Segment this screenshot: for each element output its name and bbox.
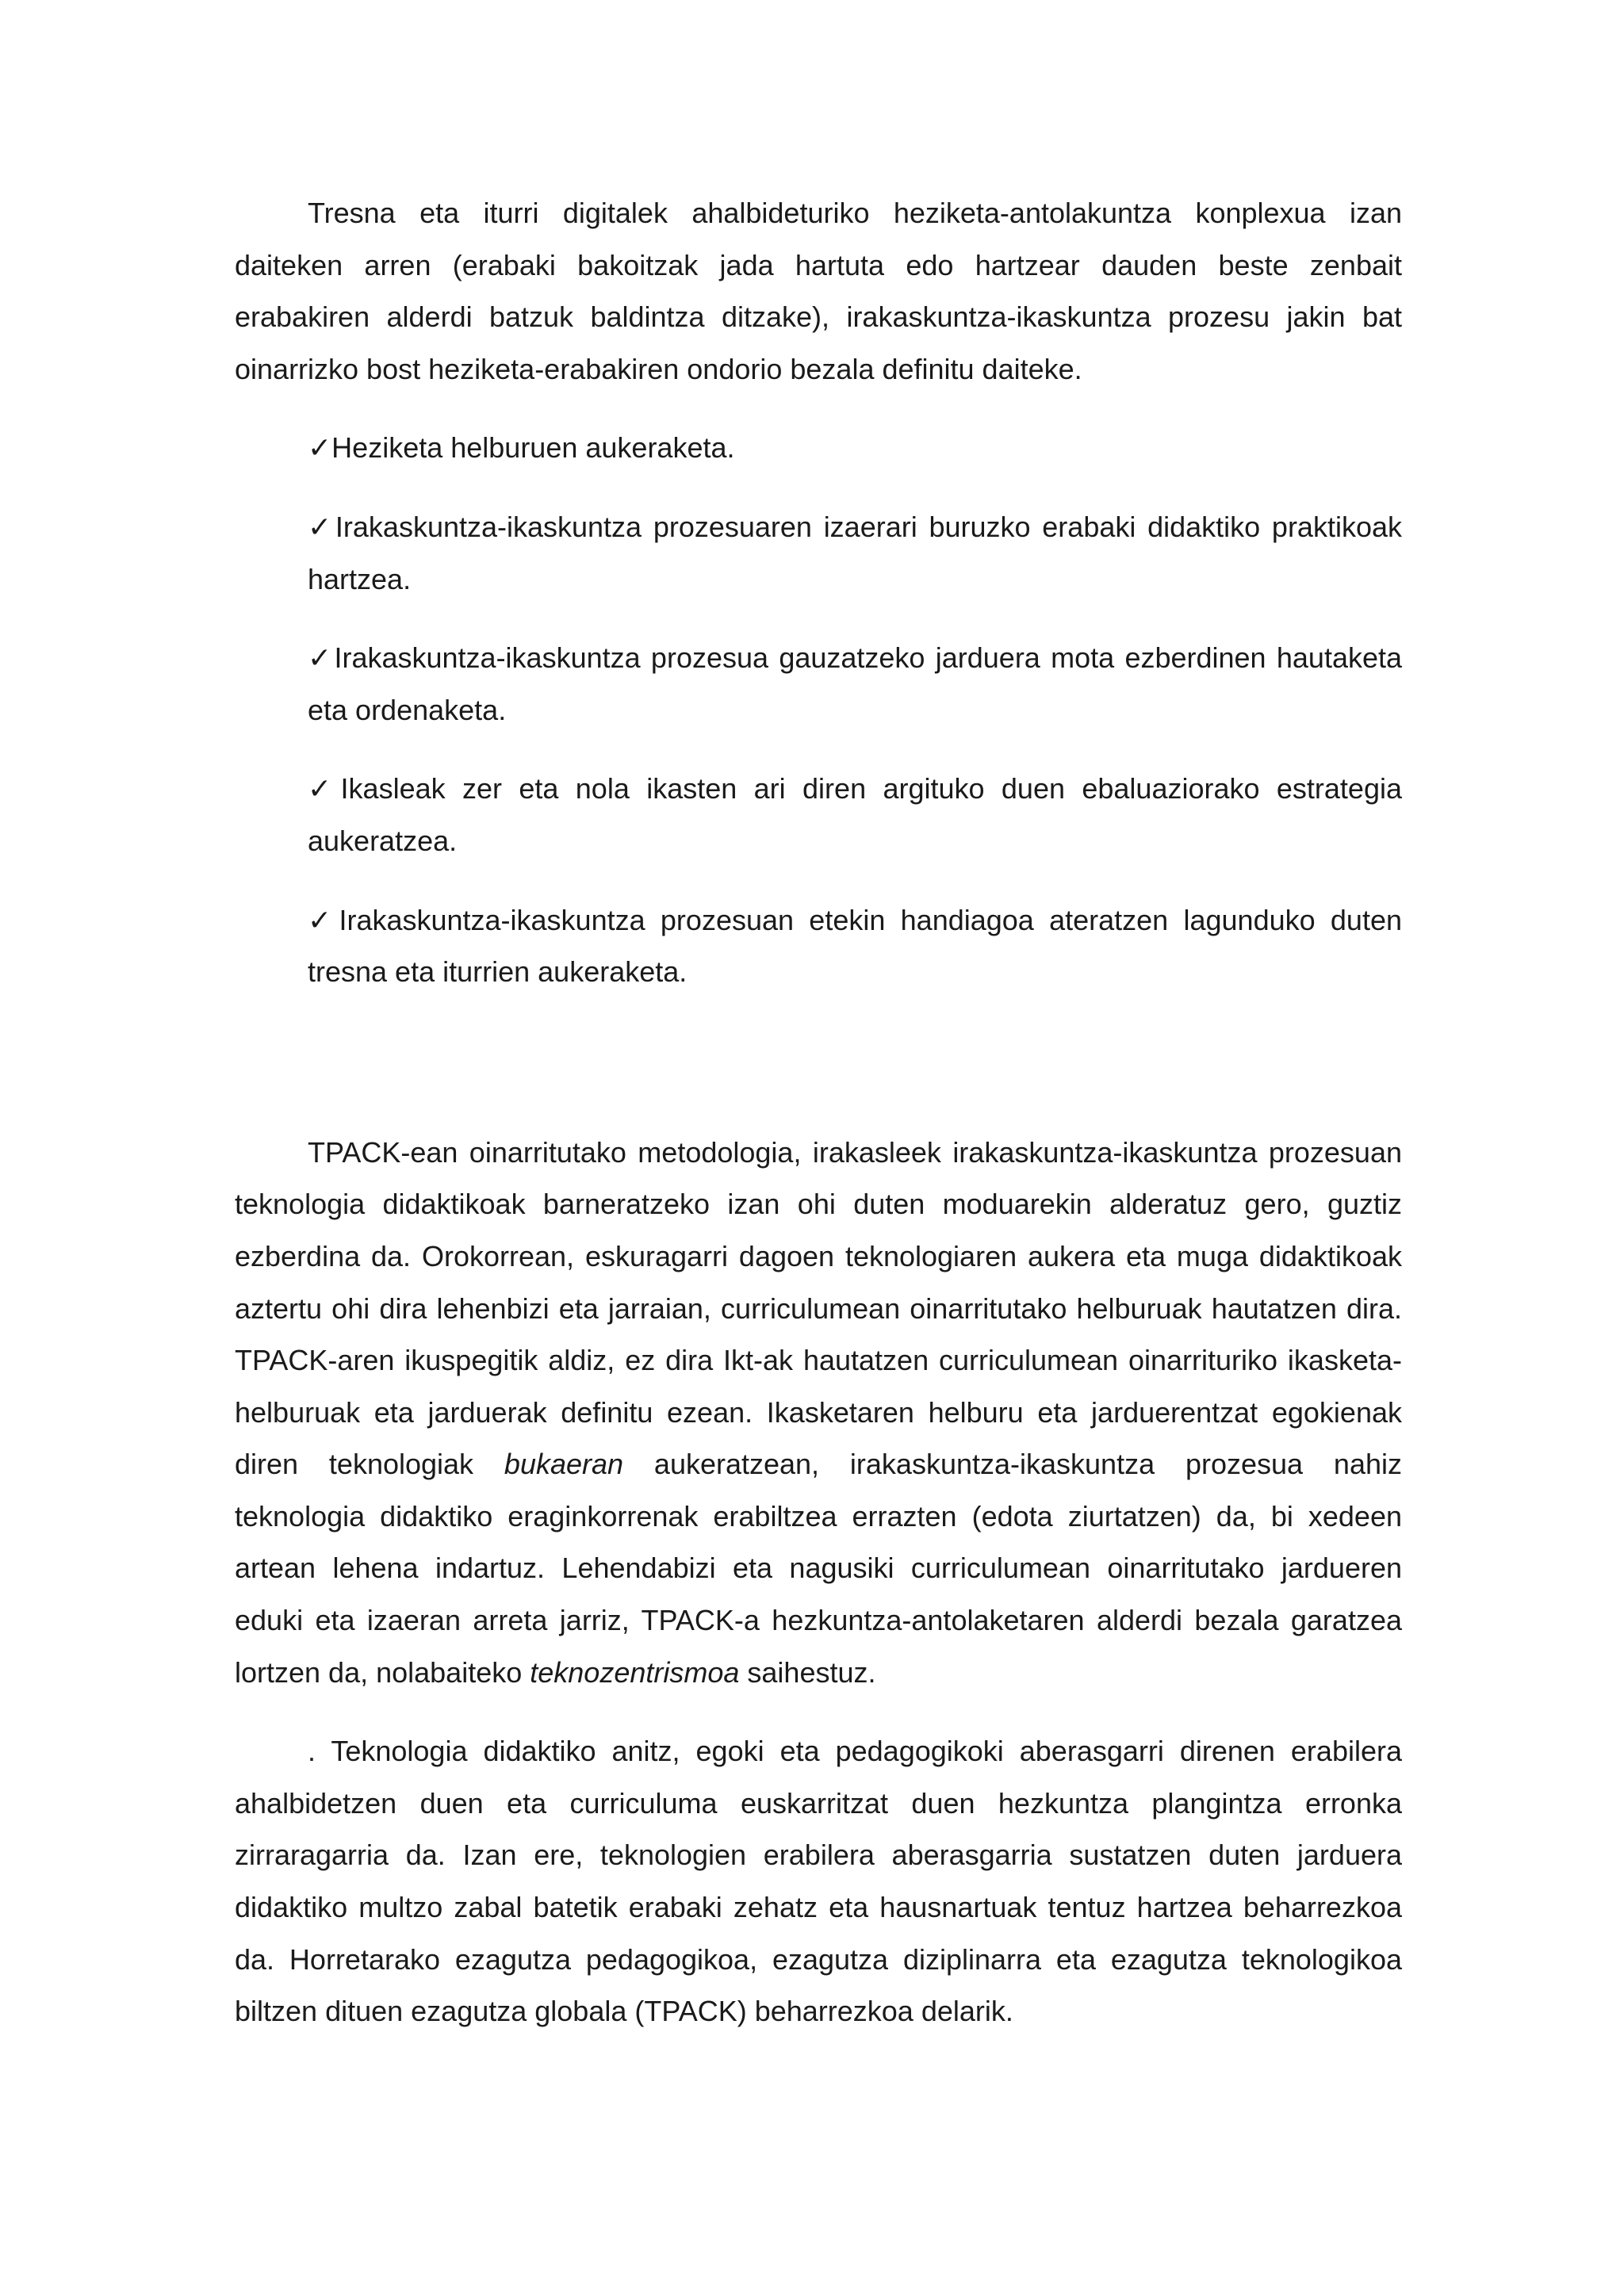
checkmark-icon: ✓ (308, 510, 335, 543)
tpack-text-part-1: TPACK-ean oinarritutako metodologia, irakasleek irakaskuntza-ikaskuntza prozesuan teknologia didaktikoak barneratzeko izan ohi duten moduarekin alderatuz gero, guztiz ezberdina da. Orokorrean, eskuragarri dagoen teknologiaren aukera eta muga didaktikoak aztertu ohi dira lehenbizi eta jarraian, curriculumean oinarritutako helburuak hautatzen dira. TPACK-aren ikuspegitik aldiz, ez dira Ikt-ak hautatzen curriculumean oinarrituriko ikasketa-helburuak eta jarduerak definitu ezean. Ikasketaren helburu eta jarduerentzat egokienak diren teknologiak (235, 1135, 1402, 1481)
checklist-item (308, 632, 1402, 736)
tpack-text-part-3: saihestuz. (739, 1655, 876, 1689)
paragraph-spacer (235, 1698, 1402, 1725)
checklist-item (308, 501, 1402, 605)
checklist-item-text: Irakaskuntza-ikaskuntza prozesuaren izaerari buruzko erabaki didaktiko praktikoak hartzea. (308, 510, 1402, 595)
checklist-item-text: Irakaskuntza-ikaskuntza prozesuan etekin handiagoa ateratzen lagunduko duten tresna eta iturrien aukeraketa. (308, 903, 1403, 989)
intro-paragraph: Tresna eta iturri digitalek ahalbideturiko heziketa-antolakuntza konplexua izan daiteken arren (erabaki bakoitzak jada hartuta edo hartzear dauden beste zenbait erabakiren alderdi batzuk baldintza ditzake), irakaskuntza-ikaskuntza prozesu jakin bat oinarrizko bost heziketa-erabakiren ondorio bezala definitu daiteke. (235, 197, 1402, 385)
checkmark-icon: ✓ (308, 903, 339, 936)
section-spacer (235, 1025, 1402, 1127)
tpack-italic-term-2: teknozentrismoa (530, 1655, 740, 1689)
checkmark-icon: ✓ (308, 431, 332, 465)
checklist-item-text: Heziketa helburuen aukeraketa. (331, 431, 735, 465)
tpack-italic-term-1: bukaeran (504, 1448, 624, 1481)
tpack-text-part-2: aukeratzean, irakaskuntza-ikaskuntza prozesua nahiz teknologia didaktiko eraginkorrenak erabiltzea errazten (edota ziurtatzen) da, bi xedeen artean lehena indartuz. Lehendabizi eta nagusiki curriculumean oinarritutako jardueren eduki eta izaeran arreta jarriz, TPACK-a hezkuntza-antolaketaren alderdi bezala garatzea lortzen da, nolabaiteko (235, 1448, 1402, 1689)
checklist-item (308, 894, 1402, 998)
tpack-paragraph (235, 1127, 1402, 1699)
checklist-item-text: Ikasleak zer eta nola ikasten ari diren argituko duen ebaluaziorako estrategia aukeratzea. (308, 772, 1402, 857)
checkmark-icon: ✓ (308, 641, 335, 675)
closing-paragraph: . Teknologia didaktiko anitz, egoki eta pedagogikoki aberasgarri direnen erabilera ahalbidetzen duen eta curriculuma euskarritzat duen hezkuntza plangintza erronka zirraragarria da. Izan ere, teknologien erabilera aberasgarria sustatzen duten jarduera didaktiko multzo zabal batetik erabaki zehatz eta hausnartuak tentuz hartzea beharrezkoa da. Horretarako ezagutza pedagogikoa, ezagutza diziplinarra eta ezagutza teknologikoa biltzen dituen ezagutza globala (TPACK) beharrezkoa delarik. (235, 1735, 1402, 2028)
checklist-item (308, 763, 1402, 867)
decision-checklist (308, 422, 1402, 997)
checkmark-icon: ✓ (308, 772, 341, 806)
document-page (235, 187, 1402, 2038)
checklist-item-text: Irakaskuntza-ikaskuntza prozesua gauzatzeko jarduera mota ezberdinen hautaketa eta ordenaketa. (308, 641, 1403, 726)
checklist-item (308, 422, 1402, 474)
